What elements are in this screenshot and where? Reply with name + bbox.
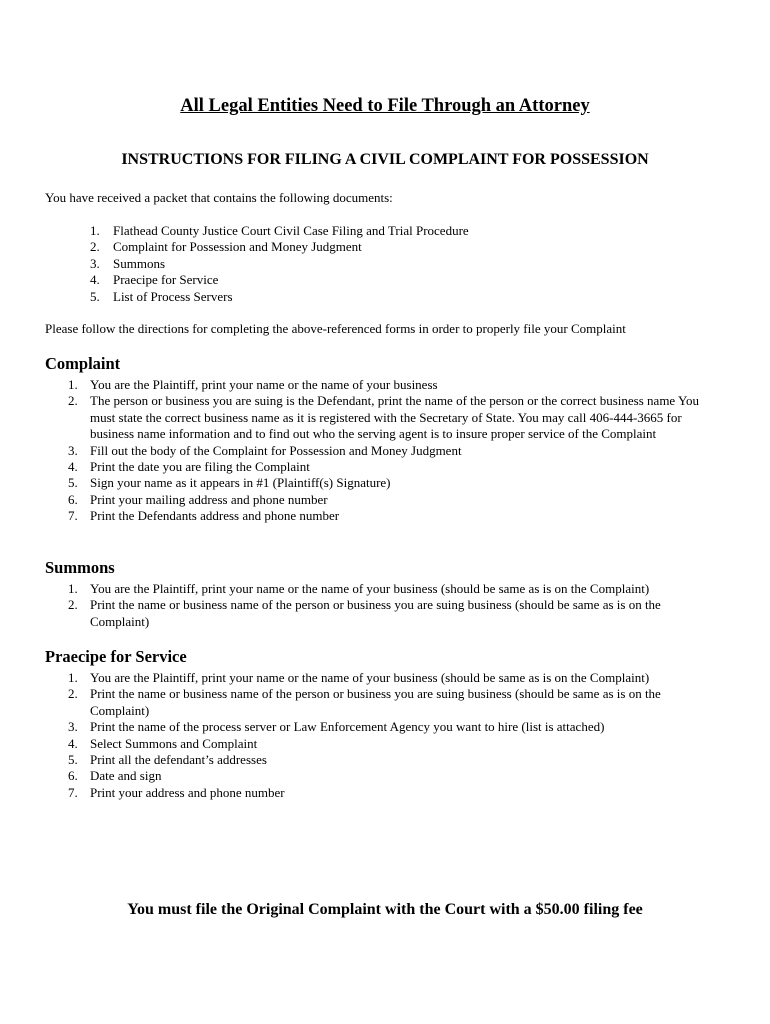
list-number: 4. <box>68 735 78 751</box>
list-item <box>68 785 718 801</box>
list-number: 1. <box>68 670 78 685</box>
list-number: 3. <box>68 719 78 735</box>
list-number: 2. <box>68 686 78 702</box>
list-item <box>90 272 469 288</box>
list-item-text: List of Process Servers <box>113 288 233 304</box>
list-item <box>68 686 718 719</box>
list-item-text: Flathead County Justice Court Civil Case Filing and Trial Procedure <box>113 223 469 238</box>
list-item <box>90 256 469 272</box>
list-item <box>68 752 718 768</box>
list-item <box>68 492 718 508</box>
list-number: 2. <box>68 393 78 409</box>
list-item <box>68 377 718 393</box>
list-item-text: The person or business you are suing is the Defendant, print the name of the person or the correct business name You must state the correct business name as it is registered with the Secretary of State. You may call 406-444-3665 for business name information and to find out who the serving agent is to insure proper service of the Complaint <box>90 393 700 442</box>
list-item-text: Print your address and phone number <box>90 784 285 800</box>
list-item-text: Print all the defendant’s addresses <box>90 752 267 768</box>
list-item-text: Fill out the body of the Complaint for Possession and Money Judgment <box>90 442 462 458</box>
section-heading-praecipe: Praecipe for Service <box>45 647 187 666</box>
list-item-text: Summons <box>113 255 166 271</box>
list-number: 6. <box>68 491 78 507</box>
list-number: 7. <box>68 784 78 800</box>
list-item <box>68 670 718 686</box>
list-number: 3. <box>90 255 100 271</box>
list-item <box>68 459 718 475</box>
praecipe-steps <box>68 670 718 801</box>
list-item <box>68 443 718 459</box>
list-item <box>68 475 718 491</box>
section-heading-summons: Summons <box>45 558 115 577</box>
list-number: 6. <box>68 768 78 784</box>
list-number: 2. <box>68 597 78 613</box>
list-item-text: You are the Plaintiff, print your name or the name of your business <box>90 377 438 392</box>
list-item-text: You are the Plaintiff, print your name or the name of your business (should be same as is on the Complaint) <box>90 670 650 685</box>
directions-text: Please follow the directions for completing the above-referenced forms in order to properly file your Complaint <box>45 321 626 336</box>
list-item-text: Print the date you are filing the Complaint <box>90 459 310 475</box>
list-number: 5. <box>90 288 100 304</box>
list-item-text: You are the Plaintiff, print your name or the name of your business (should be same as is on the Complaint) <box>90 581 650 596</box>
list-item <box>68 736 718 752</box>
intro-text: You have received a packet that contains the following documents: <box>45 190 393 205</box>
document-title: All Legal Entities Need to File Through an Attorney <box>180 96 590 116</box>
list-item <box>90 289 469 305</box>
list-item <box>90 239 469 255</box>
list-number: 1. <box>68 377 78 392</box>
document-subtitle: INSTRUCTIONS FOR FILING A CIVIL COMPLAINT FOR POSSESSION <box>121 151 649 168</box>
list-item-text: Complaint for Possession and Money Judgment <box>113 239 362 255</box>
list-item-text: Print the name or business name of the person or business you are suing business (should be same as is on the Complaint) <box>90 597 661 629</box>
list-item-text: Select Summons and Complaint <box>90 735 258 751</box>
list-item <box>68 719 718 735</box>
list-item <box>68 393 718 442</box>
list-item-text: Print the Defendants address and phone number <box>90 508 340 524</box>
list-number: 3. <box>68 442 78 458</box>
list-item-text: Praecipe for Service <box>113 272 219 288</box>
list-number: 4. <box>90 272 100 288</box>
list-item <box>68 597 718 630</box>
filing-fee-note: You must file the Original Complaint with the Court with a $50.00 filing fee <box>127 901 643 918</box>
list-item-text: Print the name or business name of the person or business you are suing business (should be same as is on the Complaint) <box>90 686 661 718</box>
list-number: 5. <box>68 475 78 491</box>
list-item-text: Print the name of the process server or Law Enforcement Agency you want to hire (list is attached) <box>90 719 605 735</box>
list-number: 5. <box>68 752 78 768</box>
complaint-steps <box>68 377 718 525</box>
list-number: 1. <box>68 581 78 596</box>
list-item <box>68 768 718 784</box>
list-number: 7. <box>68 508 78 524</box>
list-number: 1. <box>90 223 100 238</box>
list-number: 2. <box>90 239 100 255</box>
list-number: 4. <box>68 459 78 475</box>
section-heading-complaint: Complaint <box>45 354 121 373</box>
packet-document-list <box>90 223 469 305</box>
list-item <box>68 581 718 597</box>
list-item <box>68 508 718 524</box>
summons-steps <box>68 581 718 630</box>
list-item-text: Date and sign <box>90 768 162 784</box>
list-item-text: Print your mailing address and phone number <box>90 491 328 507</box>
list-item <box>90 223 469 239</box>
list-item-text: Sign your name as it appears in #1 (Plaintiff(s) Signature) <box>90 475 391 491</box>
